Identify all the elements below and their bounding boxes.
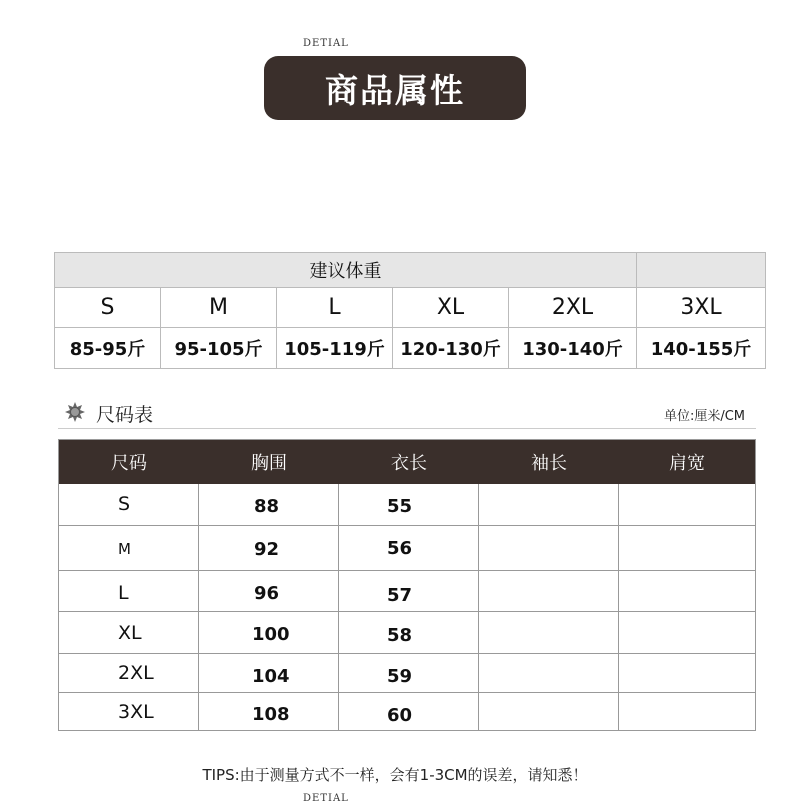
tips-note: TIPS:由于测量方式不一样，会有1-3CM的误差，请知悉！ xyxy=(202,766,588,784)
row-length-m: 56 xyxy=(387,538,413,559)
column-header-shoulder: 肩宽 xyxy=(669,453,705,474)
weight-value-xl: 120-130斤 xyxy=(393,328,509,368)
weight-value-s: 85-95斤 xyxy=(55,328,161,368)
row-divider xyxy=(59,525,755,526)
column-divider xyxy=(618,484,619,730)
page-title: 商品属性 xyxy=(325,70,465,110)
row-chest-xl: 100 xyxy=(252,624,290,645)
weight-table-heading-blank xyxy=(637,253,765,288)
weight-value-2xl: 130-140斤 xyxy=(509,328,637,368)
row-length-2xl: 59 xyxy=(387,666,413,687)
row-divider xyxy=(59,611,755,612)
row-chest-2xl: 104 xyxy=(252,666,290,687)
weight-size-m: M xyxy=(161,288,277,328)
weight-size-l: L xyxy=(277,288,393,328)
row-chest-m: 92 xyxy=(254,539,280,560)
size-chart-title: 尺码表 xyxy=(96,404,154,426)
row-divider xyxy=(59,570,755,571)
weight-size-xl: XL xyxy=(393,288,509,328)
column-divider xyxy=(198,484,199,730)
row-chest-l: 96 xyxy=(254,583,280,604)
column-divider xyxy=(478,484,479,730)
page-title-badge xyxy=(264,56,526,120)
row-size-s: S xyxy=(118,493,131,515)
weight-table-heading: 建议体重 xyxy=(55,253,637,288)
sun-gear-icon xyxy=(65,402,85,422)
row-chest-3xl: 108 xyxy=(252,704,290,725)
row-length-s: 55 xyxy=(387,496,413,517)
row-length-3xl: 60 xyxy=(387,705,413,726)
section-divider xyxy=(58,428,756,429)
row-length-xl: 58 xyxy=(387,625,413,646)
row-size-m: M xyxy=(118,540,131,558)
weight-size-s: S xyxy=(55,288,161,328)
column-header-size: 尺码 xyxy=(111,453,147,474)
row-size-l: L xyxy=(118,582,129,604)
weight-value-m: 95-105斤 xyxy=(161,328,277,368)
unit-label: 单位:厘米/CM xyxy=(663,409,745,424)
column-header-chest: 胸围 xyxy=(251,453,287,474)
size-chart-table xyxy=(58,439,756,731)
column-header-sleeve: 袖长 xyxy=(531,453,567,474)
row-length-l: 57 xyxy=(387,585,413,606)
row-divider xyxy=(59,692,755,693)
column-header-length: 衣长 xyxy=(391,453,427,474)
weight-value-l: 105-119斤 xyxy=(277,328,393,368)
detial-label-bottom: DETIAL xyxy=(303,793,349,804)
row-size-3xl: 3XL xyxy=(118,701,154,723)
row-chest-s: 88 xyxy=(254,496,280,517)
row-divider xyxy=(59,653,755,654)
recommended-weight-table xyxy=(54,252,766,369)
weight-size-2xl: 2XL xyxy=(509,288,637,328)
row-size-2xl: 2XL xyxy=(118,662,154,684)
detial-label-top: DETIAL xyxy=(303,38,349,49)
weight-size-3xl: 3XL xyxy=(637,288,765,328)
column-divider xyxy=(338,484,339,730)
weight-value-3xl: 140-155斤 xyxy=(650,339,752,360)
row-size-xl: XL xyxy=(118,622,142,644)
